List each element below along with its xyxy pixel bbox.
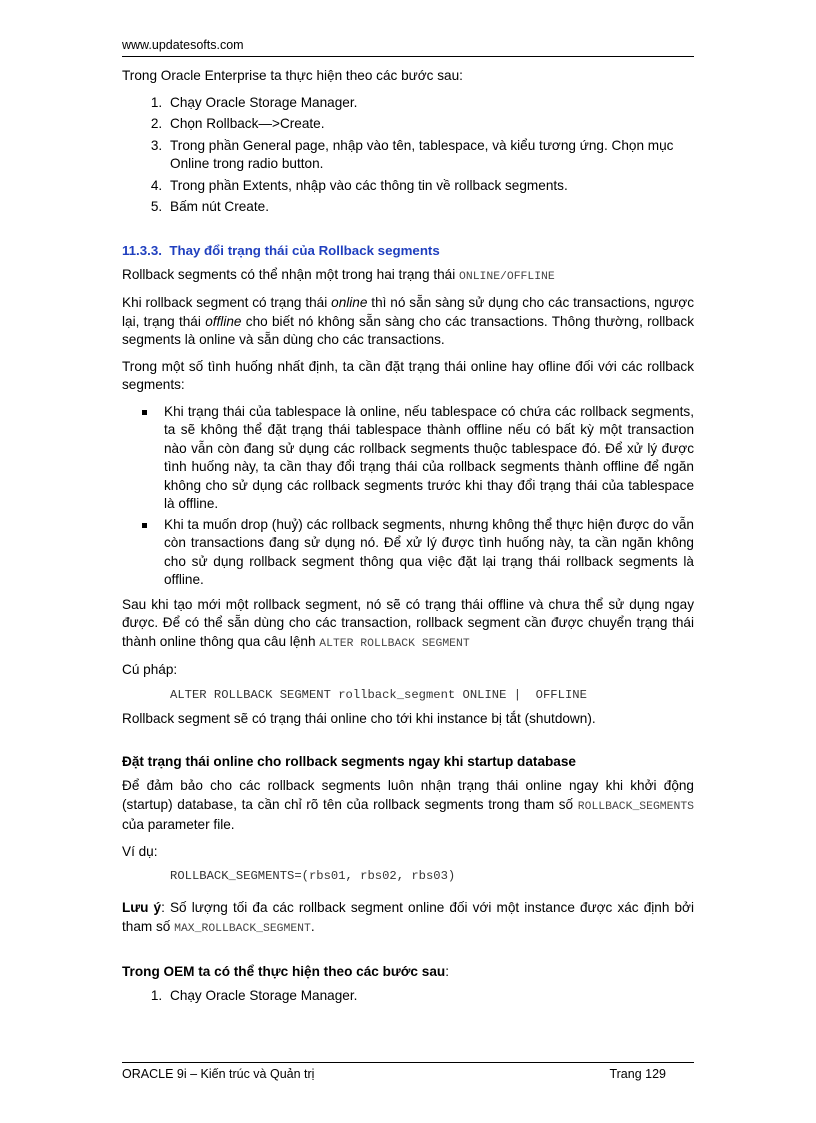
example-code-block: ROLLBACK_SEGMENTS=(rbs01, rbs02, rbs03)	[170, 869, 456, 883]
heading-oem	[122, 964, 694, 979]
section-number: 11.3.3.	[122, 242, 162, 258]
list-item: 5. Bấm nút Create.	[166, 198, 694, 217]
text-run: thì nó sẵn sàng sử dụng cho các transactions, ngược lại, trạng thái	[122, 295, 695, 329]
list-item: Khi ta muốn drop (huỷ) các rollback segments, nhưng không thể thực hiện được do vẫn còn transactions đang sử dụng nó. Để xử lý được tình huống này, ta cần ngăn không cho sử dụng rollback segment thông qua việc đặt lại trạng thái rollback segments là offline.	[164, 516, 694, 590]
footer-title: ORACLE 9i – Kiến trúc và Quản trị	[122, 1067, 315, 1081]
list-item: 1. Chạy Oracle Storage Manager.	[166, 987, 694, 1006]
text-run: cho biết nó không sẵn sàng cho các transactions. Thông thường, rollback segments là online và sẵn dùng cho các transactions.	[122, 313, 694, 347]
inline-code: ALTER ROLLBACK SEGMENT	[319, 637, 470, 650]
list-item: Khi trạng thái của tablespace là online, nếu tablespace có chứa các rollback segments, ta sẽ không thể đặt trạng thái tablespace thành offline nếu có bất kỳ một transaction nào vẫn còn đang sử dụng các rollback segments thuộc tablespace đó. Để xử lý được tình huống này, ta cần thay đổi trạng thái của rollback segments thành offline để ngăn không cho sử dụng các rollback segments trước khi thay đổi trạng thái của tablespace là offline.	[164, 403, 694, 514]
heading-startup: Đặt trạng thái online cho rollback segments ngay khi startup database	[122, 754, 576, 769]
list-item: 4. Trong phần Extents, nhập vào các thông tin về rollback segments.	[166, 177, 694, 196]
header-rule	[122, 56, 694, 57]
list-item: 3. Trong phần General page, nhập vào tên, tablespace, và kiểu tương ứng. Chọn mục Online trong radio button.	[166, 137, 694, 174]
inline-code: ONLINE/OFFLINE	[459, 270, 555, 283]
heading-text: Trong OEM ta có thể thực hiện theo các bước sau	[122, 964, 446, 979]
paragraph-states	[122, 266, 694, 287]
note-label: Lưu ý	[122, 900, 162, 915]
page-number: Trang 129	[609, 1067, 666, 1081]
text-run: của parameter file.	[122, 817, 235, 832]
steps-list-2	[122, 987, 694, 1006]
heading-colon: :	[445, 964, 449, 979]
intro-paragraph: Trong Oracle Enterprise ta thực hiện theo các bước sau:	[122, 68, 463, 83]
bullet-list	[122, 403, 694, 590]
emphasis-online: online	[331, 295, 368, 310]
example-label: Ví dụ:	[122, 843, 158, 859]
paragraph-text: Để đảm bảo cho các rollback segments luôn nhận trạng thái online ngay khi khởi động (startup) database, ta cần chỉ rõ tên của rollback segments trong tham số	[122, 778, 694, 812]
text-run: Khi rollback segment có trạng thái	[122, 295, 332, 310]
paragraph-online-offline	[122, 294, 694, 350]
paragraph-after-create	[122, 596, 694, 654]
paragraph-until-shutdown: Rollback segment sẽ có trạng thái online cho tới khi instance bị tắt (shutdown).	[122, 710, 596, 726]
emphasis-offline: offline	[205, 313, 242, 329]
footer	[122, 1062, 694, 1081]
syntax-code-block: ALTER ROLLBACK SEGMENT rollback_segment ONLINE | OFFLINE	[170, 687, 587, 702]
paragraph-situations: Trong một số tình huống nhất định, ta cần đặt trạng thái online hay ofline đối với các rollback segments:	[122, 358, 694, 392]
inline-code: MAX_ROLLBACK_SEGMENT	[174, 922, 311, 935]
syntax-label: Cú pháp:	[122, 662, 178, 677]
section-heading	[122, 243, 694, 258]
list-item: 1. Chạy Oracle Storage Manager.	[166, 94, 694, 113]
steps-list-1	[122, 94, 694, 217]
header-site-url[interactable]: www.updatesofts.com	[122, 38, 244, 52]
inline-code: ROLLBACK_SEGMENTS	[577, 800, 694, 813]
note-paragraph	[122, 899, 694, 938]
paragraph-text: Sau khi tạo mới một rollback segment, nó sẽ có trạng thái offline và chưa thể sử dụng ngay được. Để có thể sẵn dùng cho các transaction, rollback segment cần được chuyển trạng thái thành online thông qua câu lệnh	[122, 596, 694, 649]
page-content	[122, 38, 694, 1016]
text-run: .	[310, 918, 315, 934]
paragraph-startup	[122, 777, 694, 835]
paragraph-text: Rollback segments có thể nhận một trong hai trạng thái	[122, 266, 460, 282]
section-title: Thay đổi trạng thái của Rollback segments	[169, 242, 440, 258]
text-run: : Số lượng tối đa các rollback segment online đối với một instance được xác định bởi tham số	[122, 900, 694, 934]
list-item: 2. Chọn Rollback—>Create.	[166, 115, 694, 134]
